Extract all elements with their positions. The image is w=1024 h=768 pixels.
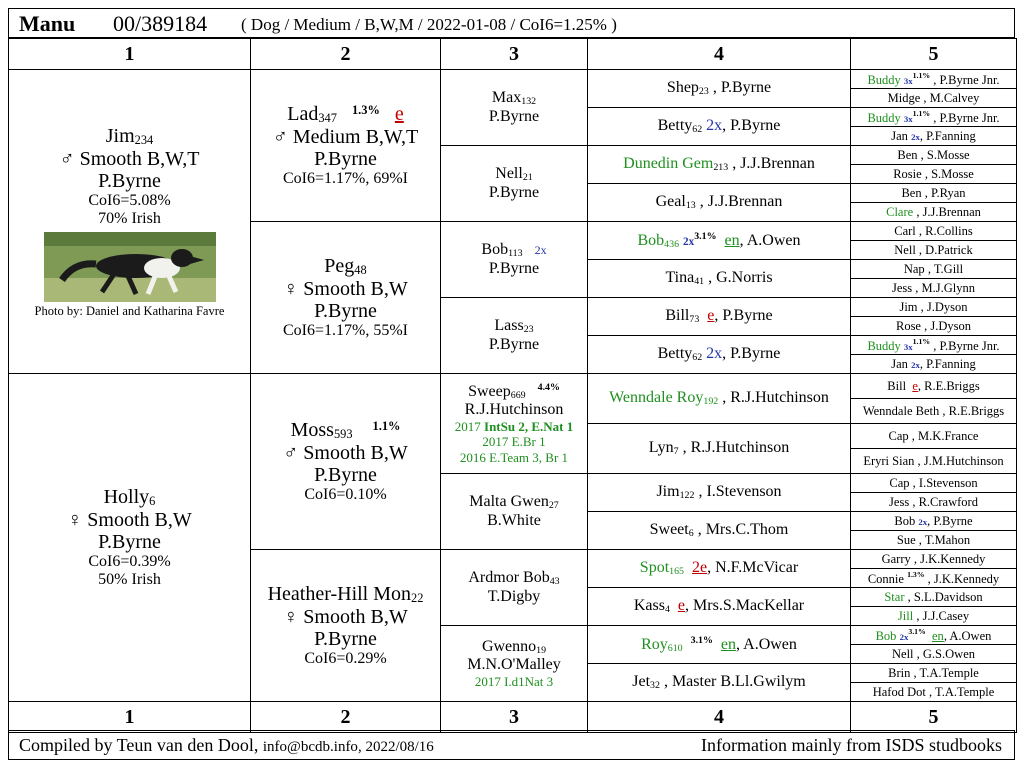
geal-cell: Geal$_{13}$ , J.J.Brennan [588,184,851,222]
lyn-name-sub: 7 [673,446,679,458]
jet-cell: Jet$_{32}$ , Master B.Ll.Gwilym [588,664,851,702]
sire-line: ♂ Smooth B,W,T [59,147,200,170]
gen5-pct: 1.1% [912,336,931,346]
gen5-name: Hafod Dot [872,685,926,699]
sweep-owner: R.J.Hutchinson [464,400,564,418]
gen5-name: Jim [899,300,918,314]
dunedin-cell: Dunedin Gem$_{213}$ , J.J.Brennan [588,146,851,184]
gen5-owner: R.E.Briggs [948,404,1005,418]
spot-name-sub: 165 [669,566,684,578]
jim122-name-sub: 122 [679,490,695,502]
gen5-entry: Buddy $3x^{1.1\%}$ , P.Byrne Jnr. [851,70,1017,89]
shep-name-sub: 23 [698,86,709,98]
sweep-award-3: 2016 E.Team 3, Br 1 [459,449,569,465]
gen5-entry: Wenndale Beth , R.E.Briggs [851,399,1017,424]
heather-name-sub: 22 [411,590,424,605]
gen5-x: 3x [903,341,913,352]
bob436-mark: en [724,231,740,249]
compiler-email: info@bcdb.info [262,739,358,755]
sweet-cell: Sweet$_6$ , Mrs.C.Thom [588,512,851,550]
sweep-name-sub: 669 [510,389,526,401]
shep-name: Shep [666,79,699,97]
bob-name-sub: 113 [508,248,523,260]
shep-owner: P.Byrne [720,79,772,97]
shep-cell: Shep$_{23}$ , P.Byrne [588,70,851,108]
gen5-entry: Nap , T.Gill [851,260,1017,279]
sire-irish: 70% Irish [98,210,161,228]
jim122-owner: I.Stevenson [706,483,782,501]
betty-cell: Betty$_{62}$ 2x, P.Byrne [588,108,851,146]
lad-name-sub: 347 [318,110,337,125]
gen5-entry: Cap , M.K.France [851,424,1017,449]
sire-name-sub: 234 [134,132,154,147]
gwenno-owner: M.N.O'Malley [467,655,561,673]
gen5-entry: Midge , M.Calvey [851,89,1017,108]
geal-name-sub: 13 [685,200,696,212]
jim122-name: Jim [656,483,680,501]
bill-cell: Bill$_{73}$ e, P.Byrne [588,298,851,336]
dam-coi: CoI6=0.39% [88,553,171,571]
betty2-name-sub: 62 [692,352,703,364]
gen5-owner: J.J.Brennan [922,205,981,219]
jet-name-sub: 32 [650,680,660,692]
lad-name: Lad [287,102,319,125]
dog-photo [44,232,216,302]
ardmor-cell [441,550,588,626]
peg-owner: P.Byrne [314,299,377,322]
gen5-entry: Hafod Dot , T.A.Temple [851,683,1017,702]
gen5-name: Rosie [893,167,922,181]
col-footer-5: 5 [851,702,1017,733]
gen5-entry: Buddy $3x^{1.1\%}$ , P.Byrne Jnr. [851,336,1017,355]
gen5-owner: P.Fanning [926,129,976,143]
dam-name-sub: 6 [149,493,156,508]
gen5-entry: Sue , T.Mahon [851,531,1017,550]
gen5-x: 2x [918,517,928,527]
gen5-owner: D.Patrick [925,243,973,257]
roy-name: Roy [641,635,668,653]
gen5-entry: Jill , J.J.Casey [851,607,1017,626]
sweep-award-title: IntSu 2, E.Nat 1 [484,418,574,434]
gen5-name: Jan [891,129,908,143]
gen5-entry: Eryri Sian , J.M.Hutchinson [851,449,1017,474]
moss-pct: 1.1% [372,418,401,433]
kass-owner: Mrs.S.MacKellar [693,597,805,615]
tina-owner: G.Norris [716,269,773,287]
gwenno-cell [441,626,588,702]
column-header-row [9,39,1017,70]
geal-name: Geal [655,193,686,211]
gen5-owner: J.K.Kennedy [920,552,986,566]
spot-mark: 2e [692,559,708,577]
compile-date: , 2022/08/16 [357,739,434,755]
malta-name: Malta Gwen [469,493,549,511]
geal-owner: J.J.Brennan [707,193,783,211]
gen5-entry: Jan 2x, P.Fanning [851,127,1017,146]
wenndale-name-sub: 192 [703,396,719,408]
betty1-name-sub: 62 [692,124,703,136]
bill-mark: e [707,307,715,325]
wenndale-cell: Wenndale Roy$_{192}$ , R.J.Hutchinson [588,374,851,424]
dam-cell [9,374,251,702]
pedigree-footer [8,730,1015,760]
sire-name: Jim [105,124,135,147]
lad-name-pct: 1.3% [351,102,380,117]
dam-irish: 50% Irish [98,571,161,589]
moss-coi: CoI6=0.10% [304,486,387,504]
gen5-owner: J.Dyson [930,319,971,333]
kass-cell: Kass$_4$ e, Mrs.S.MacKellar [588,588,851,626]
bob436-pct: 3.1% [694,230,717,242]
nell-name-sub: 21 [522,172,533,184]
gen5-name: Wenndale Beth [862,404,940,418]
gen5-mark: e [912,379,918,393]
col-footer-1: 1 [9,702,251,733]
nell-owner: P.Byrne [488,183,540,201]
gen5-name: Bob [875,628,897,643]
lad-coi: CoI6=1.17%, 69%I [282,170,408,188]
bob-cell [441,222,588,298]
gen5-entry: Jan 2x, P.Fanning [851,355,1017,374]
gen5-owner: P.Byrne [933,514,973,528]
gen5-entry: Jess , R.Crawford [851,493,1017,512]
gen5-owner: J.J.Casey [922,609,970,623]
sweep-name: Sweep [468,382,511,400]
gen5-owner: S.Mosse [931,167,974,181]
roy-mark: en [720,635,737,653]
roy-name-sub: 610 [667,642,683,654]
gen5-entry: Nell , D.Patrick [851,241,1017,260]
gen5-name: Midge [887,91,921,105]
wenndale-name: Wenndale Roy [609,389,704,407]
dunedin-name: Dunedin Gem [623,155,714,173]
bill-name-sub: 73 [689,314,700,326]
spot-name: Spot [639,559,670,577]
sire-coi: CoI6=5.08% [88,192,171,210]
col-footer-2: 2 [251,702,441,733]
moss-cell [251,374,441,550]
gen5-entry: Cap , I.Stevenson [851,474,1017,493]
sire-owner: P.Byrne [98,170,161,193]
dunedin-name-sub: 213 [713,162,729,174]
gen5-name: Brin [888,666,911,680]
bill-owner: P.Byrne [722,307,773,325]
compiler-text: Compiled by Teun van den Dool, [19,735,263,755]
lass-owner: P.Byrne [488,335,540,353]
jet-name: Jet [632,673,651,691]
gen5-x: 3x [903,75,913,86]
dunedin-owner: J.J.Brennan [740,155,815,173]
gen5-owner: T.Mahon [924,533,971,547]
lyn-cell: Lyn$_7$ , R.J.Hutchinson [588,424,851,474]
pedigree-table [8,38,1017,733]
gen5-name: Cap [889,476,910,490]
gen5-name: Bob [894,514,916,528]
lad-cell [251,70,441,222]
betty2-name: Betty [657,345,693,363]
moss-name: Moss [290,418,334,441]
gwenno-award: 2017 I.d1Nat 3 [474,673,554,689]
gen5-name: Nell [892,647,914,661]
source-note: Information mainly from ISDS studbooks [701,735,1002,755]
gen5-name: Nap [903,262,925,276]
gen5-owner: J.M.Hutchinson [923,454,1004,468]
lad-line: ♂ Medium B,W,T [272,125,419,148]
betty2-x: 2x [706,345,723,363]
gen5-entry: Buddy $3x^{1.1\%}$ , P.Byrne Jnr. [851,108,1017,127]
bob-x: 2x [534,243,547,258]
gen5-entry: Bill e, R.E.Briggs [851,374,1017,399]
gen5-name: Ben [897,148,918,162]
bob436-cell: Bob$_{436}$ $2x^{3.1\%}$ en, A.Owen [588,222,851,260]
bill-name: Bill [665,307,690,325]
gen5-owner: M.Calvey [929,91,980,105]
nell-cell [441,146,588,222]
malta-owner: B.White [487,511,541,529]
ardmor-name-sub: 43 [549,576,560,588]
gen5-name: Sue [896,533,916,547]
gen5-x: 2x [911,360,920,370]
gen5-owner: I.Stevenson [918,476,978,490]
gen5-entry: Star , S.L.Davidson [851,588,1017,607]
bob436-owner: A.Owen [746,231,801,249]
gen5-owner: R.Crawford [918,495,978,509]
gen5-name: Rose [895,319,921,333]
gen5-owner: A.Owen [949,628,992,643]
gen5-entry: Nell , G.S.Owen [851,645,1017,664]
gen5-owner: P.Byrne Jnr. [939,110,1000,125]
lad-name-mark: e [394,102,404,125]
gen5-entry: Rosie , S.Mosse [851,165,1017,184]
gen5-entry: Brin , T.A.Temple [851,664,1017,683]
gen5-owner: J.Dyson [926,300,968,314]
heather-owner: P.Byrne [314,627,377,650]
lass-cell [441,298,588,374]
moss-line: ♂ Smooth B,W [283,441,408,464]
gen5-name: Buddy [867,110,901,125]
gen5-entry: Ben , P.Ryan [851,184,1017,203]
kass-name: Kass [633,597,665,615]
lyn-name: Lyn [648,439,674,457]
gen5-owner: T.Gill [933,262,964,276]
gen5-name: Buddy [867,338,901,353]
peg-name: Peg [324,254,355,277]
dog-name: Manu [19,11,76,36]
sweep-cell [441,374,588,474]
gen5-name: Eryri Sian [863,454,915,468]
gen5-entry: Bob 2x, P.Byrne [851,512,1017,531]
gen5-entry: Garry , J.K.Kennedy [851,550,1017,569]
col-footer-4: 4 [588,702,851,733]
tina-cell: Tina$_{41}$ , G.Norris [588,260,851,298]
gen5-owner: R.E.Briggs [924,379,980,393]
gen5-name: Connie [867,571,904,586]
dam-line: ♀ Smooth B,W [67,508,192,531]
column-footer-row [9,702,1017,733]
gen5-x: 2x [911,132,920,142]
gen5-name: Bill [887,379,907,393]
gen5-x: 3x [903,113,913,124]
max-cell [441,70,588,146]
jim122-cell: Jim$_{122}$ , I.Stevenson [588,474,851,512]
gen5-owner: S.Mosse [926,148,970,162]
betty2-owner: P.Byrne [730,345,781,363]
gen5-owner: M.K.France [918,429,979,443]
gen5-name: Nell [894,243,916,257]
betty1-name: Betty [657,117,693,135]
spot-cell: Spot$_{165}$ 2e, N.F.McVicar [588,550,851,588]
gen5-entry: Carl , R.Collins [851,222,1017,241]
heather-coi: CoI6=0.29% [304,650,387,668]
gen5-mark: en [932,628,944,643]
gen5-pct: 1.1% [912,70,931,80]
gen5-name: Cap [888,429,909,443]
sire-cell [9,70,251,374]
moss-owner: P.Byrne [314,463,377,486]
registration-number: 00/389184 [113,11,208,36]
lass-name-sub: 23 [523,324,534,336]
gen5-owner: G.S.Owen [922,647,975,661]
photo-credit: Photo by: Daniel and Katharina Favre [34,304,225,319]
sweet-name: Sweet [649,521,689,539]
lass-name: Lass [494,317,524,335]
jet-owner: Master B.Ll.Gwilym [671,673,806,691]
tina-name-sub: 41 [694,276,705,288]
spot-owner: N.F.McVicar [715,559,799,577]
compiler-credit [19,735,434,756]
gen5-owner: T.A.Temple [934,685,995,699]
gen5-name: Star [884,590,905,604]
gen5-entry: Jim , J.Dyson [851,298,1017,317]
gen5-owner: R.Collins [925,224,973,238]
bob436-name: Bob [637,231,665,249]
gen5-entry: Jess , M.J.Glynn [851,279,1017,298]
roy-owner: A.Owen [743,635,797,653]
gen5-owner: P.Ryan [930,186,966,200]
pedigree-header [8,8,1015,38]
gen5-name: Garry [881,552,911,566]
max-name: Max [491,89,522,107]
bob436-x: 2x [683,235,695,248]
ardmor-name: Ardmor Bob [468,569,550,587]
col-header-3: 3 [441,39,588,70]
peg-cell [251,222,441,374]
betty1-x: 2x [706,117,723,135]
sweep-pct: 4.4% [537,381,560,393]
gen5-name: Carl [894,224,916,238]
col-header-4: 4 [588,39,851,70]
roy-cell: Roy$_{610}$ $^{3.1\%}$ en, A.Owen [588,626,851,664]
peg-name-sub: 48 [354,262,367,277]
bob-name: Bob [481,241,509,259]
gen5-name: Jess [889,495,910,509]
heather-cell [251,550,441,702]
gwenno-name: Gwenno [481,637,537,655]
max-owner: P.Byrne [488,107,540,125]
peg-coi: CoI6=1.17%, 55%I [282,322,408,340]
wenndale-owner: R.J.Hutchinson [730,389,829,407]
betty1-owner: P.Byrne [730,117,781,135]
sweet-name-sub: 6 [688,528,694,540]
gen5-name: Ben [901,186,922,200]
max-name-sub: 132 [521,96,537,108]
nell-name: Nell [495,165,523,183]
sweep-award-year: 2017 [454,418,485,434]
lad-owner: P.Byrne [314,147,377,170]
gen5-pct: 1.3% [907,569,925,579]
kass-name-sub: 4 [664,604,670,616]
bob-owner: P.Byrne [488,259,540,277]
peg-line: ♀ Smooth B,W [283,277,408,300]
moss-name-sub: 593 [333,426,353,441]
col-footer-3: 3 [441,702,588,733]
gen5-name: Clare [886,205,914,219]
kass-mark: e [677,597,686,615]
gen5-owner: J.K.Kennedy [933,571,1000,586]
gen5-owner: S.L.Davidson [913,590,983,604]
sweet-owner: Mrs.C.Thom [705,521,789,539]
gen5-owner: P.Fanning [926,357,976,371]
dam-name: Holly [103,485,150,508]
gen5-name: Jill [897,609,914,623]
gwenno-name-sub: 19 [536,644,547,656]
col-header-1: 1 [9,39,251,70]
heather-line: ♀ Smooth B,W [283,605,408,628]
col-header-2: 2 [251,39,441,70]
tina-name: Tina [665,269,695,287]
gen5-owner: T.A.Temple [919,666,979,680]
gen5-entry: Rose , J.Dyson [851,317,1017,336]
roy-pct: 3.1% [690,634,713,646]
gen5-entry: Clare , J.J.Brennan [851,203,1017,222]
col-header-5: 5 [851,39,1017,70]
malta-name-sub: 27 [548,500,559,512]
gen5-pct: 3.1% [908,626,926,636]
gen5-entry: Bob $2x^{3.1\%}$ en, A.Owen [851,626,1017,645]
sweep-award-2: 2017 E.Br 1 [482,434,546,450]
dam-owner: P.Byrne [98,531,161,554]
gen5-owner: P.Byrne Jnr. [939,72,1000,87]
heather-name: Heather-Hill Mon [267,582,412,605]
bob436-name-sub: 436 [664,238,680,250]
gen5-name: Jess [891,281,913,295]
gen5-entry: Connie $^{1.3\%}$ , J.K.Kennedy [851,569,1017,588]
lyn-owner: R.J.Hutchinson [690,439,790,457]
ardmor-owner: T.Digby [487,587,541,605]
gen5-name: Buddy [867,72,901,87]
gen5-pct: 1.1% [912,108,931,118]
dog-info: ( Dog / Medium / B,W,M / 2022-01-08 / CoI6=1.25% ) [241,15,617,34]
gen5-owner: P.Byrne Jnr. [939,338,1000,353]
malta-cell [441,474,588,550]
gen5-owner: M.J.Glynn [921,281,975,295]
gen5-entry: Ben , S.Mosse [851,146,1017,165]
gen5-x: 2x [899,631,909,642]
betty2-cell: Betty$_{62}$ 2x, P.Byrne [588,336,851,374]
gen5-name: Jan [891,357,908,371]
